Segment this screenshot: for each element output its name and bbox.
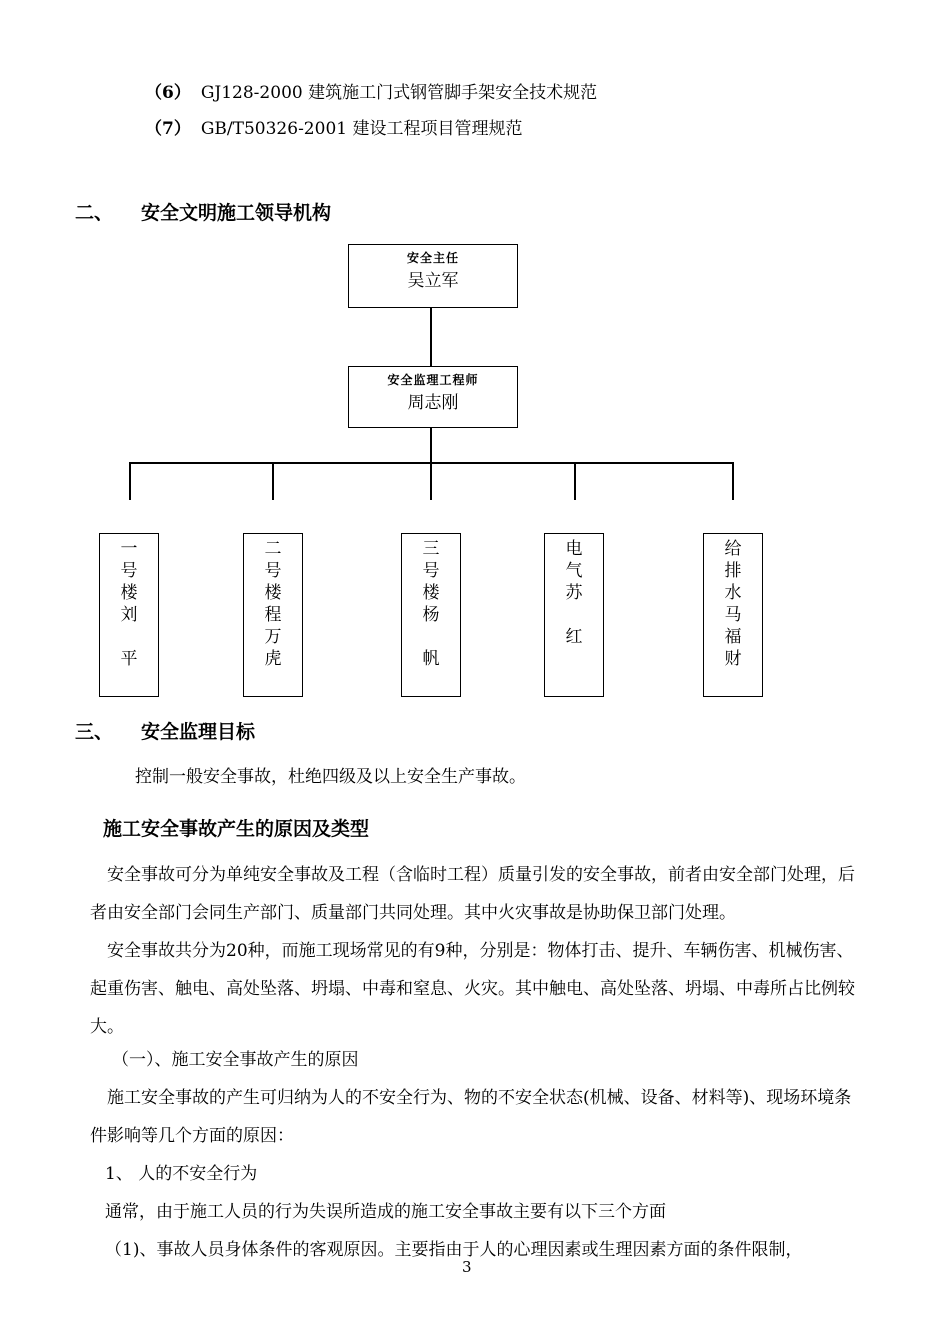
org-char: 水 — [724, 583, 742, 603]
subsection-heading: 施工安全事故产生的原因及类型 — [103, 818, 370, 840]
reference-number: （6） — [145, 83, 191, 103]
connector-line — [574, 462, 576, 500]
subheading: （一）、施工安全事故产生的原因 — [112, 1050, 359, 1070]
org-box-head — [348, 244, 518, 308]
org-role: 安全主任 — [406, 251, 459, 265]
paragraph — [90, 856, 865, 932]
org-person: 周志刚 — [407, 393, 459, 413]
connector-line — [430, 308, 432, 366]
connector-line — [272, 462, 274, 500]
org-char — [100, 626, 158, 648]
paragraph: 通常，由于施工人员的行为失误所造成的施工安全事故主要有以下三个方面 — [105, 1202, 666, 1222]
org-char: 三 — [422, 539, 440, 559]
reference-number: （7） — [145, 119, 191, 139]
org-box-member — [544, 533, 604, 697]
list-item: 1、 人的不安全行为 — [105, 1164, 258, 1184]
org-char: 号 — [264, 561, 282, 581]
paragraph-text: 安全事故可分为单纯安全事故及工程（含临时工程）质量引发的安全事故，前者由安全部门处理，后者由安全部门会同生产部门、质量部门共同处理。其中火灾事故是协助保卫部门处理。 — [90, 865, 855, 923]
org-char: 楼 — [264, 583, 282, 603]
org-box-member — [99, 533, 159, 697]
org-char: 程 — [264, 605, 282, 625]
connector-line — [430, 428, 432, 500]
paragraph: （1)、事故人员身体条件的客观原因。主要指由于人的心理因素或生理因素方面的条件限制， — [105, 1240, 803, 1260]
org-char: 万 — [264, 627, 282, 647]
org-char: 虎 — [264, 649, 282, 669]
org-char: 楼 — [120, 583, 138, 603]
org-char: 刘 — [120, 605, 138, 625]
section-heading — [75, 717, 255, 744]
org-char: 财 — [724, 649, 742, 669]
page-number: 3 — [462, 1258, 472, 1276]
org-box-member — [243, 533, 303, 697]
org-char: 二 — [264, 539, 282, 559]
org-char: 电 — [565, 539, 583, 559]
org-char: 给 — [724, 539, 742, 559]
org-char: 帆 — [422, 649, 440, 669]
org-char: 马 — [724, 605, 742, 625]
paragraph-text: 施工安全事故的产生可归纳为人的不安全行为、物的不安全状态(机械、设备、材料等)、现场环境条件影响等几个方面的原因： — [90, 1088, 852, 1146]
reference-item — [145, 78, 597, 103]
paragraph — [90, 932, 865, 1046]
org-char: 苏 — [565, 583, 583, 603]
org-char: 号 — [422, 561, 440, 581]
org-char: 福 — [724, 627, 742, 647]
org-box-engineer — [348, 366, 518, 428]
org-char: 楼 — [422, 583, 440, 603]
org-char — [402, 626, 460, 648]
org-char: 气 — [565, 561, 583, 581]
org-person: 吴立军 — [407, 271, 459, 291]
connector-line — [129, 462, 131, 500]
branch-line — [129, 462, 733, 464]
org-char: 排 — [724, 561, 742, 581]
section-title: 安全监理目标 — [141, 721, 256, 743]
section-number: 三、 — [75, 721, 114, 743]
section-title: 安全文明施工领导机构 — [141, 202, 332, 224]
org-box-member — [401, 533, 461, 697]
reference-text: GB/T50326-2001 建设工程项目管理规范 — [200, 119, 523, 139]
paragraph-text: 安全事故共分为20种，而施工现场常见的有9种，分别是：物体打击、提升、车辆伤害、机械伤害、起重伤害、触电、高处坠落、坍塌、中毒和窒息、火灾。其中触电、高处坠落、坍塌、中毒所占比例较大。 — [90, 941, 855, 1037]
org-char: 一 — [120, 539, 138, 559]
reference-text: GJ128-2000 建筑施工门式钢管脚手架安全技术规范 — [200, 83, 598, 103]
paragraph — [90, 1079, 865, 1155]
section-number: 二、 — [75, 202, 114, 224]
org-box-member — [703, 533, 763, 697]
section-heading — [75, 198, 331, 225]
org-role: 安全监理工程师 — [387, 373, 479, 387]
org-char: 号 — [120, 561, 138, 581]
org-char: 红 — [565, 627, 583, 647]
org-char: 平 — [120, 649, 138, 669]
org-char: 杨 — [422, 605, 440, 625]
goal-text: 控制一般安全事故，杜绝四级及以上安全生产事故。 — [135, 767, 526, 787]
connector-line — [732, 462, 734, 500]
org-char — [545, 604, 603, 626]
reference-item — [145, 114, 522, 139]
